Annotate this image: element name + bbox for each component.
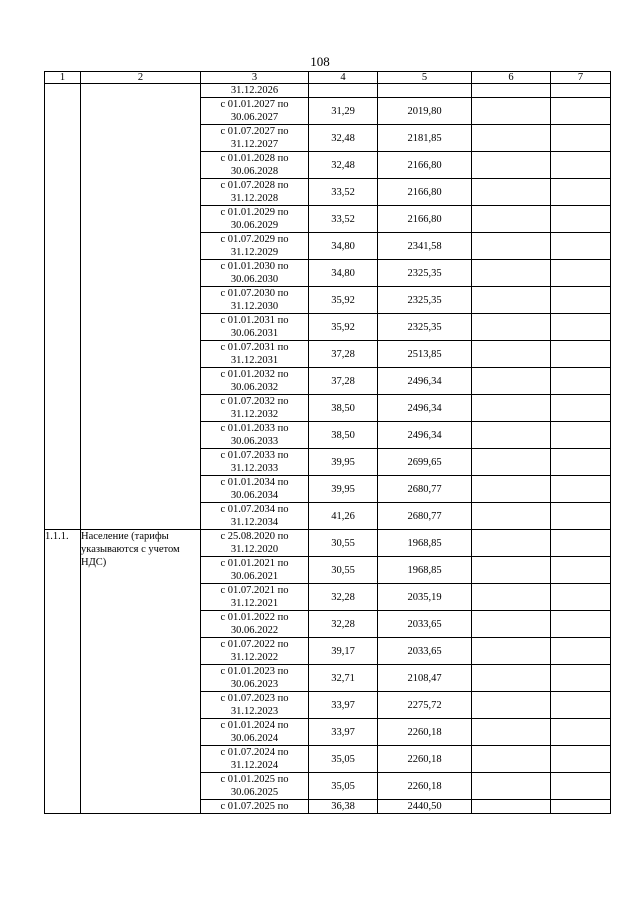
value-col6-cell [472, 179, 551, 206]
value-col7-cell [551, 395, 611, 422]
value-col5-cell: 2108,47 [378, 665, 472, 692]
value-col6-cell [472, 152, 551, 179]
value-col5-cell: 2275,72 [378, 692, 472, 719]
table-row [45, 84, 611, 98]
value-col5-cell: 2181,85 [378, 125, 472, 152]
value-col4-cell: 30,55 [309, 557, 378, 584]
value-col6-cell [472, 476, 551, 503]
value-col5-cell: 2325,35 [378, 260, 472, 287]
value-col6-cell [472, 584, 551, 611]
value-col4-cell: 37,28 [309, 341, 378, 368]
value-col7-cell [551, 476, 611, 503]
item-name-cell [81, 84, 201, 530]
value-col7-cell [551, 611, 611, 638]
period-cell: с 25.08.2020 по 31.12.2020 [201, 530, 309, 557]
value-col5-cell: 2325,35 [378, 314, 472, 341]
value-col7-cell [551, 98, 611, 125]
value-col5-cell: 2033,65 [378, 611, 472, 638]
period-cell: с 01.01.2023 по 30.06.2023 [201, 665, 309, 692]
tariff-table [44, 71, 611, 814]
value-col6-cell [472, 341, 551, 368]
value-col4-cell: 33,97 [309, 692, 378, 719]
value-col6-cell [472, 503, 551, 530]
value-col6-cell [472, 719, 551, 746]
value-col7-cell [551, 503, 611, 530]
value-col4-cell [309, 84, 378, 98]
value-col5-cell: 2699,65 [378, 449, 472, 476]
value-col7-cell [551, 84, 611, 98]
value-col6-cell [472, 692, 551, 719]
value-col4-cell: 35,05 [309, 773, 378, 800]
value-col4-cell: 32,71 [309, 665, 378, 692]
period-cell: с 01.07.2027 по 31.12.2027 [201, 125, 309, 152]
value-col7-cell [551, 773, 611, 800]
value-col5-cell: 2035,19 [378, 584, 472, 611]
value-col7-cell [551, 341, 611, 368]
value-col4-cell: 31,29 [309, 98, 378, 125]
value-col4-cell: 35,05 [309, 746, 378, 773]
period-cell: с 01.07.2029 по 31.12.2029 [201, 233, 309, 260]
value-col6-cell [472, 638, 551, 665]
value-col4-cell: 30,55 [309, 530, 378, 557]
value-col5-cell: 2019,80 [378, 98, 472, 125]
value-col6-cell [472, 395, 551, 422]
period-cell: с 01.07.2032 по 31.12.2032 [201, 395, 309, 422]
value-col5-cell: 2680,77 [378, 476, 472, 503]
value-col5-cell: 2680,77 [378, 503, 472, 530]
value-col4-cell: 36,38 [309, 800, 378, 814]
value-col7-cell [551, 287, 611, 314]
period-cell: с 01.01.2025 по 30.06.2025 [201, 773, 309, 800]
value-col7-cell [551, 260, 611, 287]
value-col4-cell: 41,26 [309, 503, 378, 530]
value-col4-cell: 33,52 [309, 206, 378, 233]
value-col4-cell: 38,50 [309, 395, 378, 422]
period-cell: с 01.01.2022 по 30.06.2022 [201, 611, 309, 638]
population-block [45, 530, 611, 814]
period-cell: с 01.07.2023 по 31.12.2023 [201, 692, 309, 719]
value-col5-cell: 2260,18 [378, 746, 472, 773]
value-col6-cell [472, 449, 551, 476]
value-col6-cell [472, 98, 551, 125]
value-col6-cell [472, 746, 551, 773]
value-col4-cell: 32,28 [309, 611, 378, 638]
value-col7-cell [551, 368, 611, 395]
value-col7-cell [551, 800, 611, 814]
period-cell: с 01.07.2028 по 31.12.2028 [201, 179, 309, 206]
period-cell: с 01.01.2033 по 30.06.2033 [201, 422, 309, 449]
value-col7-cell [551, 692, 611, 719]
value-col6-cell [472, 287, 551, 314]
value-col4-cell: 32,48 [309, 125, 378, 152]
column-header: 3 [201, 72, 309, 84]
table-row [45, 530, 611, 557]
value-col6-cell [472, 84, 551, 98]
value-col6-cell [472, 530, 551, 557]
value-col4-cell: 39,17 [309, 638, 378, 665]
column-header: 4 [309, 72, 378, 84]
value-col7-cell [551, 638, 611, 665]
value-col7-cell [551, 557, 611, 584]
value-col5-cell: 2166,80 [378, 152, 472, 179]
column-header: 1 [45, 72, 81, 84]
value-col7-cell [551, 152, 611, 179]
value-col4-cell: 39,95 [309, 476, 378, 503]
period-cell: с 01.01.2030 по 30.06.2030 [201, 260, 309, 287]
value-col5-cell: 2496,34 [378, 395, 472, 422]
period-cell: с 01.07.2025 по [201, 800, 309, 814]
value-col4-cell: 32,28 [309, 584, 378, 611]
value-col7-cell [551, 584, 611, 611]
column-header: 2 [81, 72, 201, 84]
value-col6-cell [472, 800, 551, 814]
value-col4-cell: 32,48 [309, 152, 378, 179]
period-cell: с 01.07.2024 по 31.12.2024 [201, 746, 309, 773]
value-col4-cell: 39,95 [309, 449, 378, 476]
column-number-row [45, 72, 611, 84]
value-col4-cell: 33,97 [309, 719, 378, 746]
value-col6-cell [472, 368, 551, 395]
value-col5-cell: 2166,80 [378, 206, 472, 233]
continuation-block [45, 84, 611, 530]
value-col7-cell [551, 422, 611, 449]
value-col4-cell: 34,80 [309, 233, 378, 260]
value-col5-cell: 2260,18 [378, 773, 472, 800]
period-cell: с 01.01.2034 по 30.06.2034 [201, 476, 309, 503]
period-cell: с 01.07.2022 по 31.12.2022 [201, 638, 309, 665]
item-code-cell: 1.1.1. [45, 530, 81, 814]
value-col7-cell [551, 314, 611, 341]
value-col6-cell [472, 611, 551, 638]
period-cell: с 01.01.2029 по 30.06.2029 [201, 206, 309, 233]
value-col5-cell: 2496,34 [378, 368, 472, 395]
value-col5-cell: 2033,65 [378, 638, 472, 665]
period-cell: с 01.01.2032 по 30.06.2032 [201, 368, 309, 395]
period-cell: с 01.07.2034 по 31.12.2034 [201, 503, 309, 530]
value-col4-cell: 38,50 [309, 422, 378, 449]
period-cell: с 01.01.2028 по 30.06.2028 [201, 152, 309, 179]
value-col6-cell [472, 665, 551, 692]
period-cell: с 01.07.2030 по 31.12.2030 [201, 287, 309, 314]
value-col7-cell [551, 746, 611, 773]
value-col6-cell [472, 557, 551, 584]
value-col4-cell: 35,92 [309, 287, 378, 314]
value-col5-cell: 1968,85 [378, 530, 472, 557]
value-col7-cell [551, 233, 611, 260]
value-col7-cell [551, 665, 611, 692]
item-name-cell: Население (тарифы указываются с учетом НДС) [81, 530, 201, 814]
value-col4-cell: 35,92 [309, 314, 378, 341]
item-code-cell [45, 84, 81, 530]
value-col7-cell [551, 125, 611, 152]
value-col6-cell [472, 206, 551, 233]
column-header: 5 [378, 72, 472, 84]
period-cell: 31.12.2026 [201, 84, 309, 98]
period-cell: с 01.01.2031 по 30.06.2031 [201, 314, 309, 341]
value-col6-cell [472, 314, 551, 341]
column-header: 6 [472, 72, 551, 84]
value-col6-cell [472, 233, 551, 260]
value-col5-cell: 2513,85 [378, 341, 472, 368]
value-col4-cell: 34,80 [309, 260, 378, 287]
value-col5-cell: 2260,18 [378, 719, 472, 746]
value-col7-cell [551, 530, 611, 557]
value-col4-cell: 37,28 [309, 368, 378, 395]
value-col5-cell [378, 84, 472, 98]
value-col7-cell [551, 449, 611, 476]
value-col4-cell: 33,52 [309, 179, 378, 206]
value-col6-cell [472, 422, 551, 449]
value-col5-cell: 1968,85 [378, 557, 472, 584]
period-cell: с 01.07.2021 по 31.12.2021 [201, 584, 309, 611]
value-col6-cell [472, 773, 551, 800]
value-col5-cell: 2496,34 [378, 422, 472, 449]
value-col6-cell [472, 260, 551, 287]
period-cell: с 01.01.2021 по 30.06.2021 [201, 557, 309, 584]
period-cell: с 01.01.2024 по 30.06.2024 [201, 719, 309, 746]
value-col5-cell: 2341,58 [378, 233, 472, 260]
value-col6-cell [472, 125, 551, 152]
value-col5-cell: 2166,80 [378, 179, 472, 206]
value-col7-cell [551, 206, 611, 233]
value-col7-cell [551, 719, 611, 746]
value-col7-cell [551, 179, 611, 206]
value-col5-cell: 2325,35 [378, 287, 472, 314]
value-col5-cell: 2440,50 [378, 800, 472, 814]
period-cell: с 01.01.2027 по 30.06.2027 [201, 98, 309, 125]
column-header: 7 [551, 72, 611, 84]
period-cell: с 01.07.2033 по 31.12.2033 [201, 449, 309, 476]
period-cell: с 01.07.2031 по 31.12.2031 [201, 341, 309, 368]
page-number: 108 [310, 54, 330, 69]
